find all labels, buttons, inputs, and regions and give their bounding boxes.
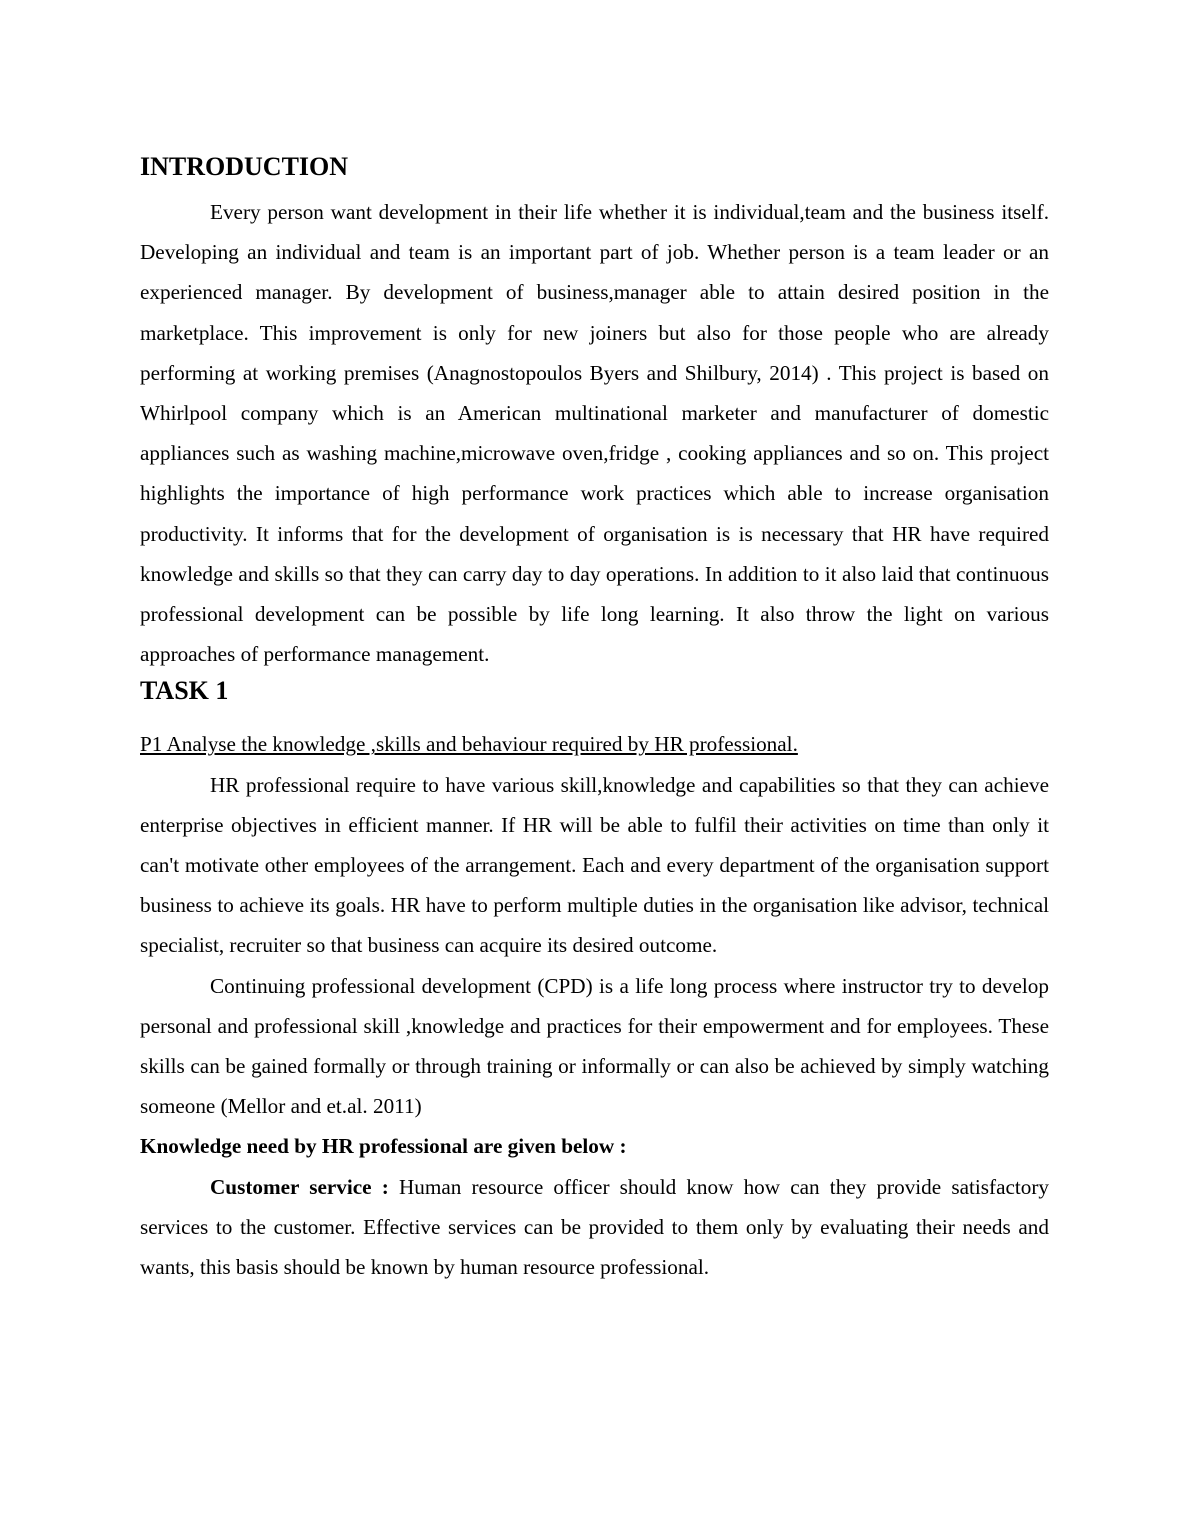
p1-subheading: P1 Analyse the knowledge ,skills and behaviour required by HR professional. (140, 732, 798, 757)
document-page (140, 150, 1049, 1287)
customer-service-text: Human resource officer should know how can they provide satisfactory services to the customer. Effective services can be provided to them only by evaluating their needs and wants, this basis should be known by human resource professional. (140, 1174, 1050, 1280)
task1-heading: TASK 1 (140, 676, 229, 706)
task1-paragraph-2: Continuing professional development (CPD) is a life long process where instructor try to develop personal and professional skill ,knowledge and practices for their empowerment and for employees. These skills can be gained formally or through training or informally or can also be achieved by simply watching someone (Mellor and et.al. 2011) (140, 973, 1049, 1119)
task1-paragraph-1: HR professional require to have various skill,knowledge and capabilities so that they can achieve enterprise objectives in efficient manner. If HR will be able to fulfil their activities on time than only it can't motivate other employees of the arrangement. Each and every department of the organisation support business to achieve its goals. HR have to perform multiple duties in the organisation like advisor, technical specialist, recruiter so that business can acquire its desired outcome. (140, 772, 1049, 958)
customer-service-paragraph (140, 1167, 1049, 1288)
intro-heading: INTRODUCTION (140, 152, 349, 181)
customer-service-label: Customer service : (210, 1174, 389, 1199)
knowledge-heading: Knowledge need by HR professional are given below : (140, 1134, 627, 1159)
intro-paragraph: Every person want development in their life whether it is individual,team and the business itself. Developing an individual and team is an important part of job. Whether person is a team leader or an experienced manager. By development of business,manager able to attain desired position in the marketplace. This improvement is only for new joiners but also for those people who are already performing at working premises (Anagnostopoulos Byers and Shilbury, 2014) . This project is based on Whirlpool company which is an American multinational marketer and manufacturer of domestic appliances such as washing machine,microwave oven,fridge , cooking appliances and so on. This project highlights the importance of high performance work practices which able to increase organisation productivity. It informs that for the development of organisation is is necessary that HR have required knowledge and skills so that they can carry day to day operations. In addition to it also laid that continuous professional development can be possible by life long learning. It also throw the light on various approaches of performance management. (140, 200, 1049, 667)
